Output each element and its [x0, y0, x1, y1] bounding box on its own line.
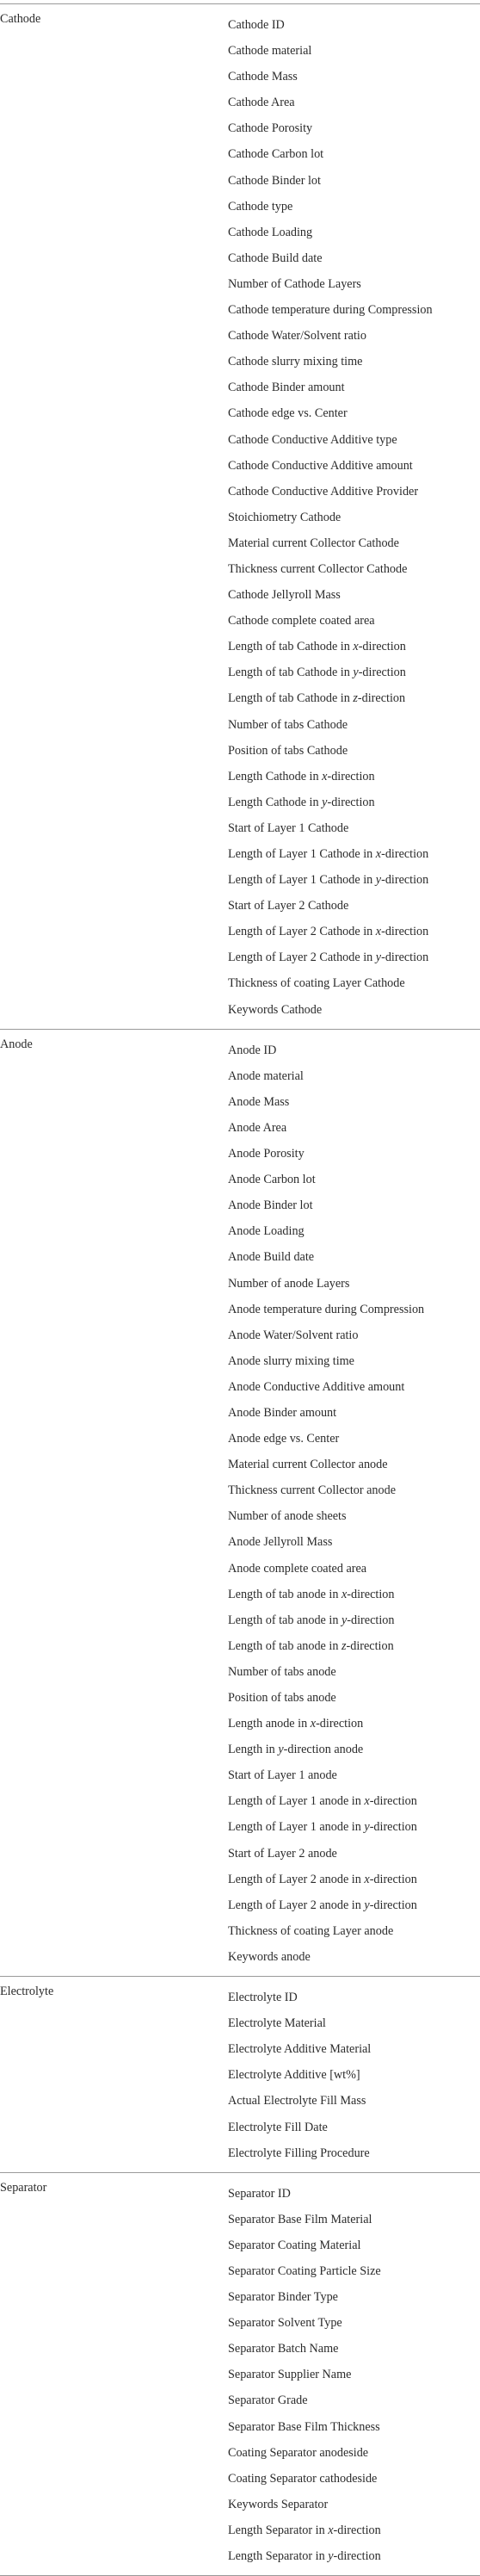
- parameter-item: Length of tab Cathode in y-direction: [228, 666, 406, 680]
- section-cathode: [0, 4, 480, 1030]
- parameter-item: Keywords anode: [228, 1949, 311, 1964]
- parameter-item: Cathode Carbon lot: [228, 147, 324, 162]
- parameter-item: Coating Separator anodeside: [228, 2445, 369, 2460]
- parameter-item: Material current Collector anode: [228, 1458, 388, 1472]
- parameter-item: Length of Layer 1 anode in y-direction: [228, 1820, 417, 1835]
- parameter-item: Anode Build date: [228, 1250, 315, 1265]
- parameter-item: Anode edge vs. Center: [228, 1432, 340, 1446]
- parameter-item: Separator Solvent Type: [228, 2316, 342, 2331]
- parameter-item: Cathode Jellyroll Mass: [228, 588, 341, 603]
- parameter-item: Cathode ID: [228, 18, 285, 32]
- parameter-item: Separator Binder Type: [228, 2290, 338, 2305]
- parameter-item: Cathode Binder amount: [228, 381, 345, 395]
- parameter-item: Start of Layer 2 anode: [228, 1846, 337, 1861]
- parameter-item: Cathode Area: [228, 96, 295, 110]
- parameter-item: Cathode Binder lot: [228, 173, 321, 188]
- parameter-item: Anode Jellyroll Mass: [228, 1535, 333, 1550]
- parameter-item: Length of tab anode in x-direction: [228, 1587, 395, 1601]
- parameter-item: Length anode in x-direction: [228, 1717, 364, 1731]
- parameter-item: Cathode Loading: [228, 225, 313, 239]
- parameter-item: Coating Separator cathodeside: [228, 2471, 378, 2486]
- parameter-item: Actual Electrolyte Fill Mass: [228, 2094, 366, 2108]
- parameter-item: Separator Coating Material: [228, 2238, 361, 2252]
- parameter-item: Thickness of coating Layer anode: [228, 1923, 394, 1938]
- parameter-item: Thickness of coating Layer Cathode: [228, 976, 405, 991]
- parameter-item: Anode Carbon lot: [228, 1173, 316, 1187]
- parameter-item: Number of anode Layers: [228, 1276, 350, 1291]
- parameter-item: Electrolyte Material: [228, 2016, 326, 2031]
- parameter-item: Position of tabs anode: [228, 1691, 336, 1705]
- parameter-item: Number of tabs anode: [228, 1664, 336, 1679]
- parameter-item: Cathode Water/Solvent ratio: [228, 329, 366, 344]
- parameter-item: Keywords Cathode: [228, 1002, 323, 1017]
- parameter-item: Length Cathode in y-direction: [228, 795, 375, 809]
- parameter-item: Length of Layer 1 Cathode in x-direction: [228, 847, 429, 861]
- parameter-item: Thickness current Collector anode: [228, 1483, 397, 1498]
- parameter-item: Anode Mass: [228, 1094, 290, 1109]
- parameter-item: Length of Layer 2 Cathode in y-direction: [228, 951, 429, 965]
- parameter-item: Anode Loading: [228, 1224, 305, 1239]
- parameter-item: Anode slurry mixing time: [228, 1353, 354, 1368]
- parameter-item: Length of Layer 1 anode in x-direction: [228, 1794, 417, 1809]
- parameter-item: Anode ID: [228, 1043, 277, 1057]
- parameter-item: Start of Layer 2 Cathode: [228, 899, 349, 913]
- parameter-item: Number of tabs Cathode: [228, 717, 348, 732]
- parameter-item: Electrolyte Fill Date: [228, 2120, 328, 2134]
- parameter-item: Cathode slurry mixing time: [228, 355, 363, 369]
- parameter-item: Separator Base Film Material: [228, 2212, 372, 2226]
- parameter-item: Anode temperature during Compression: [228, 1302, 425, 1316]
- parameter-item: Length Cathode in x-direction: [228, 769, 375, 783]
- section-anode: [0, 1030, 480, 1977]
- table-body: [0, 4, 480, 2576]
- parameter-item: Length Separator in x-direction: [228, 2523, 381, 2537]
- parameter-item: Material current Collector Cathode: [228, 536, 399, 550]
- parameter-item: Length of tab Cathode in z-direction: [228, 691, 406, 706]
- parameter-item: Length of tab Cathode in x-direction: [228, 640, 406, 654]
- parameter-item: Electrolyte Additive Material: [228, 2042, 372, 2057]
- parameter-item: Anode Porosity: [228, 1147, 305, 1161]
- parameter-item: Separator Base Film Thickness: [228, 2419, 380, 2434]
- parameter-item: Cathode material: [228, 44, 312, 59]
- parameter-item: Electrolyte Filling Procedure: [228, 2146, 370, 2160]
- parameter-item: Separator Coating Particle Size: [228, 2263, 381, 2278]
- section-name: Separator: [0, 2180, 47, 2195]
- parameter-item: Length of tab anode in z-direction: [228, 1638, 394, 1653]
- parameter-item: Cathode Conductive Additive Provider: [228, 484, 419, 498]
- parameter-item: Number of anode sheets: [228, 1509, 347, 1524]
- parameter-item: Separator Supplier Name: [228, 2368, 352, 2382]
- parameter-item: Thickness current Collector Cathode: [228, 561, 408, 576]
- section-name: Cathode: [0, 12, 41, 26]
- parameter-list: [228, 2181, 480, 2569]
- parameter-item: Cathode complete coated area: [228, 614, 375, 629]
- parameter-item: Cathode Mass: [228, 70, 298, 84]
- parameter-list: [228, 12, 480, 1023]
- parameter-item: Length of tab anode in y-direction: [228, 1613, 395, 1627]
- parameter-item: Anode Conductive Additive amount: [228, 1379, 405, 1394]
- parameter-item: Cathode temperature during Compression: [228, 303, 433, 318]
- parameter-item: Length of Layer 1 Cathode in y-direction: [228, 873, 429, 888]
- parameter-item: Number of Cathode Layers: [228, 276, 361, 291]
- parameter-item: Cathode Conductive Additive amount: [228, 458, 413, 473]
- parameter-item: Anode complete coated area: [228, 1561, 367, 1576]
- section-name: Electrolyte: [0, 1985, 54, 1999]
- parameter-item: Stoichiometry Cathode: [228, 510, 342, 524]
- parameter-item: Length of Layer 2 anode in y-direction: [228, 1898, 417, 1912]
- parameter-list: [228, 1037, 480, 1970]
- parameter-item: Separator Grade: [228, 2393, 308, 2408]
- parameter-item: Electrolyte ID: [228, 1991, 298, 2005]
- parameter-item: Start of Layer 1 anode: [228, 1768, 337, 1783]
- parameter-item: Length in y-direction anode: [228, 1743, 364, 1757]
- parameter-item: Start of Layer 1 Cathode: [228, 820, 349, 835]
- section-electrolyte: [0, 1977, 480, 2173]
- parameter-item: Keywords Separator: [228, 2497, 329, 2511]
- section-name: Anode: [0, 1037, 33, 1051]
- parameter-item: Separator Batch Name: [228, 2342, 339, 2356]
- parameter-item: Separator ID: [228, 2186, 291, 2201]
- parameter-item: Position of tabs Cathode: [228, 743, 348, 758]
- parameter-item: Anode Binder amount: [228, 1405, 337, 1420]
- parameter-item: Cathode Porosity: [228, 121, 313, 136]
- parameter-item: Electrolyte Additive [wt%]: [228, 2068, 360, 2083]
- parameter-item: Anode Water/Solvent ratio: [228, 1328, 359, 1342]
- parameter-item: Anode material: [228, 1068, 304, 1083]
- parameter-item: Anode Binder lot: [228, 1198, 313, 1213]
- parameter-item: Cathode Build date: [228, 251, 323, 265]
- parameter-table: [0, 3, 480, 2576]
- parameter-item: Cathode edge vs. Center: [228, 406, 348, 421]
- parameter-item: Anode Area: [228, 1120, 287, 1135]
- parameter-item: Cathode Conductive Additive type: [228, 432, 397, 447]
- parameter-item: Cathode type: [228, 199, 293, 214]
- parameter-item: Length of Layer 2 Cathode in x-direction: [228, 925, 429, 939]
- parameter-item: Length Separator in y-direction: [228, 2549, 381, 2563]
- section-separator: [0, 2173, 480, 2576]
- parameter-list: [228, 1985, 480, 2166]
- parameter-item: Length of Layer 2 anode in x-direction: [228, 1872, 417, 1886]
